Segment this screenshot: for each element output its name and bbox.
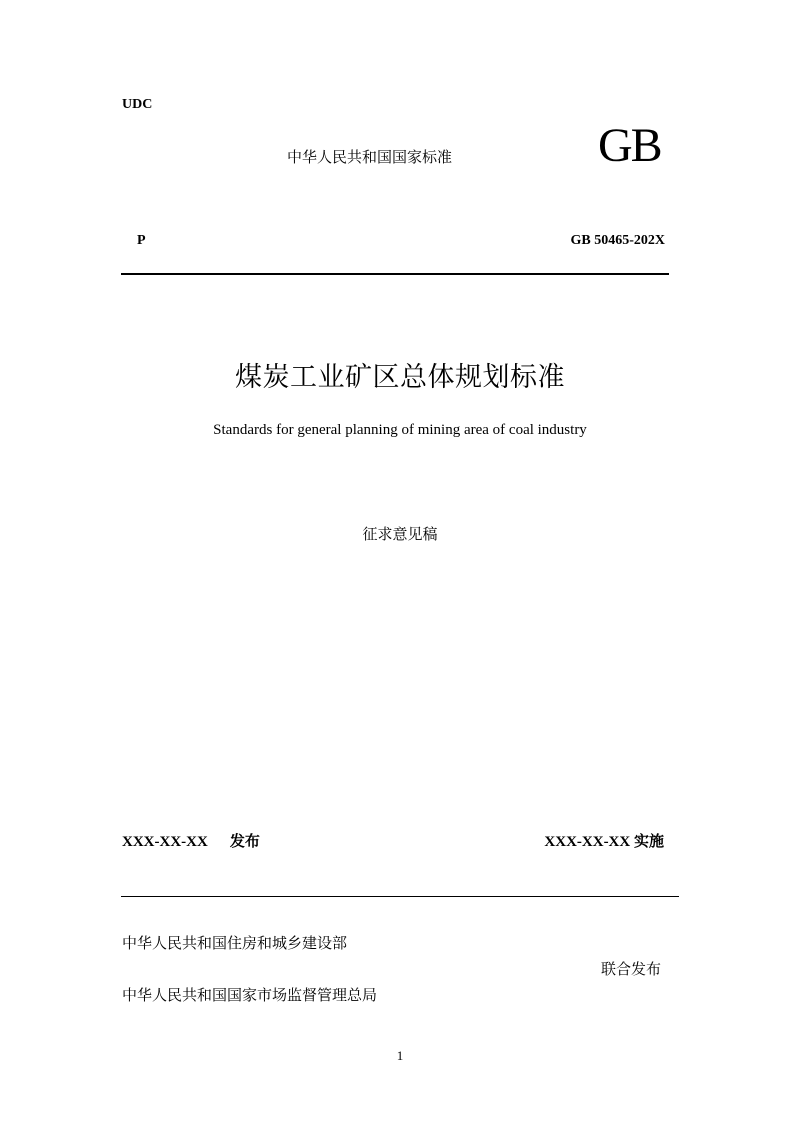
header-divider [121,273,669,275]
publish-label: 发布 [229,834,260,850]
issuing-org-market-regulation: 中华人民共和国国家市场监督管理总局 [122,988,378,1004]
joint-issue-label: 联合发布 [600,962,661,978]
footer-divider [121,896,679,897]
gb-logo: GB [598,119,661,172]
issuing-org-housing-ministry: 中华人民共和国住房和城乡建设部 [122,936,348,952]
implement-info [544,830,664,851]
publish-info [122,830,260,851]
implement-date: XXX-XX-XX [544,834,631,850]
publish-date: XXX-XX-XX [122,834,208,850]
page-number: 1 [396,1048,404,1063]
standard-code: GB 50465-202X [570,233,665,248]
document-title-english: Standards for general planning of mining area of coal industry [213,422,587,438]
national-standard-label: 中华人民共和国国家标准 [287,150,453,166]
udc-label: UDC [122,97,153,112]
implement-label: 实施 [633,834,664,850]
classification-code: P [137,233,146,248]
draft-status: 征求意见稿 [362,527,438,543]
document-title-chinese: 煤炭工业矿区总体规划标准 [235,362,565,392]
